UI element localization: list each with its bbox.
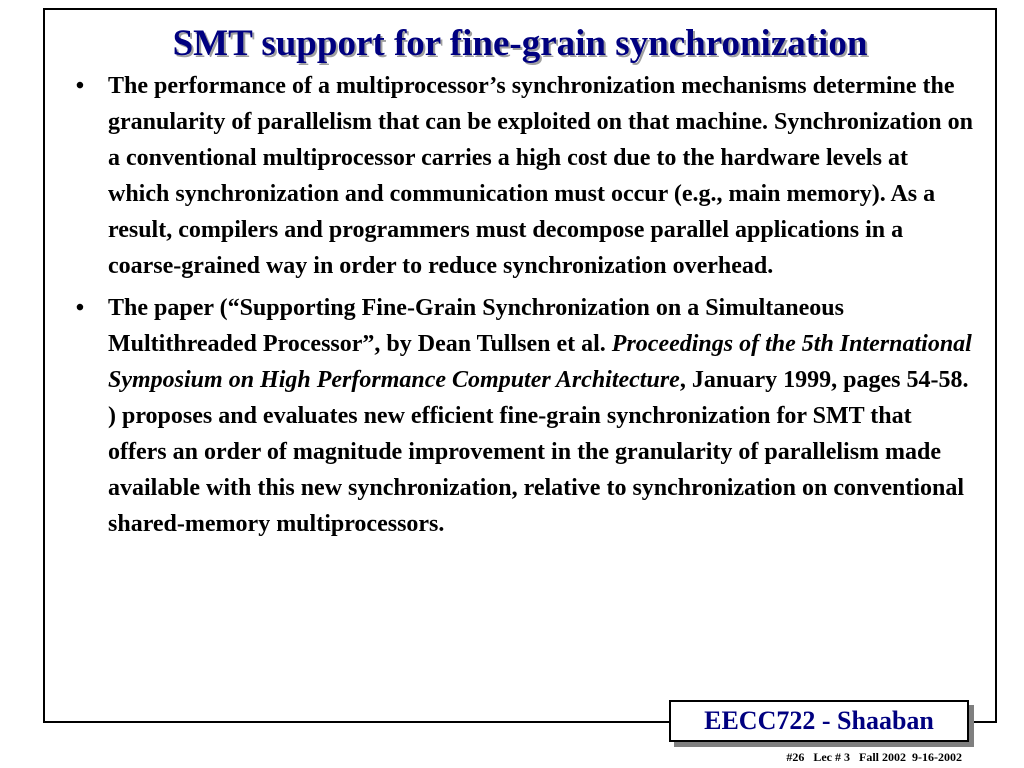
- bullet-item-1: [70, 68, 975, 284]
- bullet-text-1: The performance of a multiprocessor’s synchronization mechanisms determine the granularity of parallelism that can be exploited on that machine. Synchronization on a conventional multiprocessor carries a high cost due to the hardware levels at which synchronization and communication must occur (e.g., main memory). As a result, compilers and programmers must decompose parallel applications in a coarse-grained way in order to reduce synchronization overhead.: [108, 73, 973, 279]
- slide-number-meta: #26 Lec # 3 Fall 2002 9-16-2002: [786, 750, 962, 764]
- paper-citation-lead: The paper (“Supporting Fine-Grain Synchronization on a Simultaneous Multithreaded Processor”, by Dean Tullsen et al.: [108, 295, 844, 357]
- paper-venue: Proceedings of the 5th International Symposium on High Performance Computer Architecture: [108, 331, 972, 393]
- slide-title: SMT support for fine-grain synchronization: [172, 23, 868, 64]
- bullet-item-2: [70, 290, 975, 542]
- bullet-list: [70, 68, 975, 548]
- bullet-marker: •: [75, 295, 85, 321]
- bullet-text-2: [108, 295, 972, 537]
- paper-description: , January 1999, pages 54-58. ) proposes and evaluates new efficient fine-grain synchronization for SMT that offers an order of magnitude improvement in the granularity of parallelism made available with this new synchronization, relative to synchronization on conventional shared-memory multiprocessors.: [108, 367, 969, 537]
- course-label-box: EECC722 - Shaaban: [669, 700, 969, 742]
- bullet-marker: •: [75, 73, 85, 99]
